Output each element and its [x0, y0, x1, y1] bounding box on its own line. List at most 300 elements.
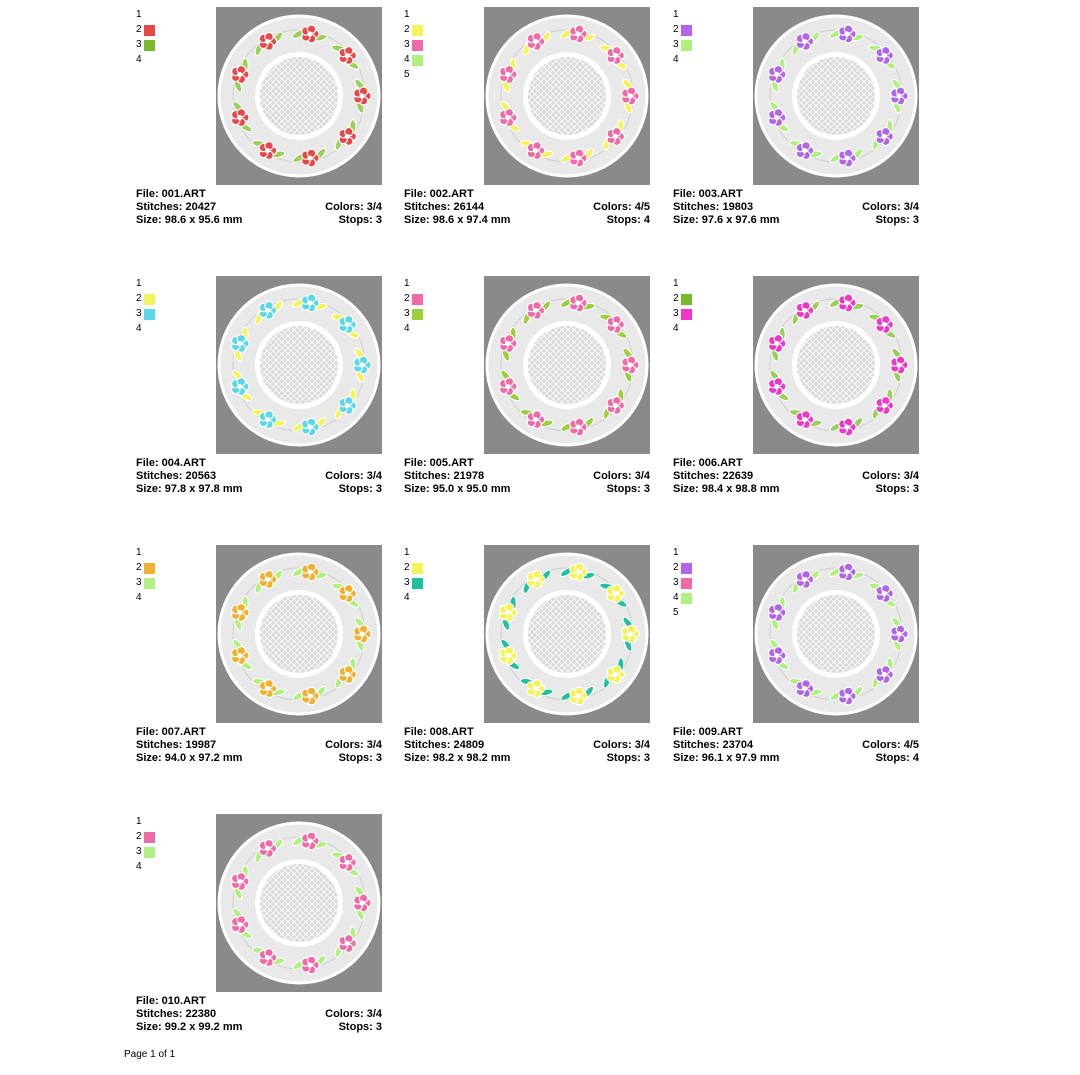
doily-thumbnail — [484, 7, 650, 185]
colors-value: 3/4 — [634, 739, 650, 751]
stops-info — [607, 214, 650, 227]
stops-value: 3 — [912, 483, 919, 495]
doily-thumbnail — [484, 545, 650, 723]
stops-info — [876, 483, 919, 496]
color-swatch-row — [673, 605, 713, 620]
stitches-label: Stitches: — [673, 201, 723, 213]
color-swatch-list — [136, 814, 176, 874]
color-swatch-row — [404, 291, 444, 306]
stitches-label: Stitches: — [136, 739, 186, 751]
file-name: 007.ART — [161, 726, 206, 738]
color-swatch — [412, 309, 423, 320]
stitches-value: 26144 — [453, 201, 485, 213]
color-swatch-list — [404, 7, 444, 82]
design-info — [673, 457, 919, 496]
file-name: 001.ART — [161, 188, 206, 200]
design-preview — [216, 7, 382, 185]
color-swatch-row — [136, 7, 176, 22]
stitches-value: 19803 — [722, 201, 754, 213]
file-name: 005.ART — [429, 457, 474, 469]
color-swatch — [412, 294, 423, 305]
design-preview — [216, 276, 382, 454]
color-swatch-row — [404, 37, 444, 52]
stops-label: Stops: — [875, 214, 913, 226]
design-preview — [484, 545, 650, 723]
color-swatch-list — [673, 7, 713, 67]
colors-value: 3/4 — [366, 470, 382, 482]
size-value: 97.8 x 97.8 mm — [164, 483, 243, 495]
color-index: 2 — [404, 293, 410, 304]
size-label: Size: — [136, 214, 165, 226]
color-swatch — [412, 40, 423, 51]
color-index: 2 — [136, 24, 142, 35]
color-swatch-list — [404, 545, 444, 605]
stitches-label: Stitches: — [673, 470, 723, 482]
stops-info — [607, 483, 650, 496]
design-info — [673, 188, 919, 227]
color-swatch — [681, 309, 692, 320]
design-info — [404, 188, 650, 227]
stitches-value: 20563 — [185, 470, 217, 482]
color-swatch-row — [404, 306, 444, 321]
stops-value: 4 — [912, 752, 919, 764]
colors-label: Colors: — [325, 1008, 367, 1020]
stitches-label: Stitches: — [404, 739, 454, 751]
color-swatch — [144, 40, 155, 51]
color-swatch — [144, 563, 155, 574]
stops-label: Stops: — [606, 214, 644, 226]
file-row — [404, 726, 650, 739]
color-swatch-row — [673, 306, 713, 321]
color-swatch-list — [136, 545, 176, 605]
color-index: 2 — [673, 562, 679, 573]
file-label: File: — [136, 188, 162, 200]
color-swatch-row — [673, 545, 713, 560]
stitches-row — [404, 470, 650, 483]
color-index: 4 — [136, 861, 142, 872]
color-swatch — [144, 294, 155, 305]
colors-label: Colors: — [325, 201, 367, 213]
color-swatch-row — [404, 590, 444, 605]
stitches-label: Stitches: — [404, 470, 454, 482]
color-index: 3 — [673, 577, 679, 588]
stops-label: Stops: — [338, 1021, 376, 1033]
color-index: 2 — [673, 24, 679, 35]
colors-label: Colors: — [862, 739, 904, 751]
design-info — [136, 726, 382, 765]
size-row — [673, 214, 919, 227]
color-index: 3 — [136, 308, 142, 319]
color-swatch-row — [404, 52, 444, 67]
color-swatch-row — [404, 560, 444, 575]
size-row — [673, 483, 919, 496]
colors-label: Colors: — [593, 470, 635, 482]
color-index: 2 — [404, 24, 410, 35]
color-swatch — [144, 25, 155, 36]
stops-info — [339, 483, 382, 496]
color-index: 4 — [136, 323, 142, 334]
color-swatch — [681, 25, 692, 36]
stops-info — [339, 1021, 382, 1034]
color-index: 2 — [136, 831, 142, 842]
size-row — [404, 214, 650, 227]
size-value: 96.1 x 97.9 mm — [701, 752, 780, 764]
color-swatch — [681, 40, 692, 51]
colors-info — [862, 739, 919, 752]
file-label: File: — [673, 188, 699, 200]
color-index: 2 — [136, 562, 142, 573]
stops-info — [876, 752, 919, 765]
doily-thumbnail — [753, 545, 919, 723]
design-preview — [484, 7, 650, 185]
color-swatch-row — [404, 276, 444, 291]
color-swatch-row — [673, 37, 713, 52]
color-swatch-row — [136, 560, 176, 575]
stops-value: 3 — [643, 752, 650, 764]
stitches-row — [404, 739, 650, 752]
design-info — [673, 726, 919, 765]
design-card — [673, 7, 920, 237]
color-swatch-row — [673, 276, 713, 291]
colors-label: Colors: — [325, 470, 367, 482]
file-row — [136, 995, 382, 1008]
color-swatch-list — [136, 276, 176, 336]
color-swatch-row — [136, 829, 176, 844]
stitches-label: Stitches: — [673, 739, 723, 751]
colors-info — [325, 201, 382, 214]
size-value: 98.6 x 95.6 mm — [164, 214, 243, 226]
colors-label: Colors: — [862, 470, 904, 482]
design-preview — [753, 545, 919, 723]
stitches-value: 22380 — [185, 1008, 217, 1020]
color-swatch-row — [404, 321, 444, 336]
size-label: Size: — [673, 483, 702, 495]
colors-info — [593, 470, 650, 483]
color-index: 4 — [673, 592, 679, 603]
color-swatch-list — [404, 276, 444, 336]
file-label: File: — [673, 457, 699, 469]
colors-value: 3/4 — [366, 739, 382, 751]
color-swatch — [144, 309, 155, 320]
size-value: 94.0 x 97.2 mm — [164, 752, 243, 764]
file-label: File: — [673, 726, 699, 738]
file-name: 003.ART — [698, 188, 743, 200]
size-value: 95.0 x 95.0 mm — [432, 483, 511, 495]
color-index: 4 — [404, 54, 410, 65]
file-row — [136, 457, 382, 470]
file-name: 006.ART — [698, 457, 743, 469]
file-name: 010.ART — [161, 995, 206, 1007]
colors-value: 3/4 — [903, 470, 919, 482]
color-index: 3 — [404, 577, 410, 588]
color-swatch-row — [673, 321, 713, 336]
doily-thumbnail — [216, 545, 382, 723]
color-index: 1 — [404, 547, 410, 558]
color-swatch — [144, 578, 155, 589]
stitches-label: Stitches: — [404, 201, 454, 213]
stitches-row — [136, 1008, 382, 1021]
stops-label: Stops: — [338, 752, 376, 764]
stitches-label: Stitches: — [136, 201, 186, 213]
color-swatch-row — [136, 545, 176, 560]
stitches-row — [404, 201, 650, 214]
color-swatch-row — [673, 560, 713, 575]
stops-label: Stops: — [338, 214, 376, 226]
color-swatch-row — [404, 67, 444, 82]
color-index: 1 — [136, 816, 142, 827]
design-card — [136, 814, 383, 1044]
design-card — [673, 545, 920, 775]
stitches-value: 24809 — [453, 739, 485, 751]
design-card — [673, 276, 920, 506]
design-preview — [484, 276, 650, 454]
stops-value: 4 — [643, 214, 650, 226]
stitches-value: 22639 — [722, 470, 754, 482]
size-value: 98.6 x 97.4 mm — [432, 214, 511, 226]
doily-thumbnail — [753, 7, 919, 185]
color-swatch-row — [136, 844, 176, 859]
color-swatch-list — [673, 276, 713, 336]
design-info — [136, 995, 382, 1034]
colors-info — [325, 1008, 382, 1021]
file-row — [404, 188, 650, 201]
stops-label: Stops: — [606, 752, 644, 764]
file-name: 002.ART — [429, 188, 474, 200]
color-index: 3 — [404, 39, 410, 50]
size-row — [404, 752, 650, 765]
design-preview — [753, 7, 919, 185]
colors-value: 3/4 — [634, 470, 650, 482]
colors-info — [862, 470, 919, 483]
file-name: 004.ART — [161, 457, 206, 469]
design-card — [404, 545, 651, 775]
size-row — [673, 752, 919, 765]
color-index: 1 — [136, 9, 142, 20]
colors-info — [325, 470, 382, 483]
stops-label: Stops: — [875, 752, 913, 764]
color-swatch-list — [136, 7, 176, 67]
color-index: 1 — [673, 9, 679, 20]
design-info — [136, 457, 382, 496]
size-label: Size: — [673, 214, 702, 226]
color-index: 1 — [673, 547, 679, 558]
size-label: Size: — [136, 483, 165, 495]
design-card — [136, 545, 383, 775]
color-index: 2 — [404, 562, 410, 573]
stops-info — [339, 214, 382, 227]
color-swatch-row — [136, 291, 176, 306]
color-index: 4 — [404, 323, 410, 334]
design-card — [136, 7, 383, 237]
colors-info — [862, 201, 919, 214]
stops-label: Stops: — [338, 483, 376, 495]
color-swatch-row — [136, 37, 176, 52]
size-label: Size: — [404, 752, 433, 764]
color-index: 3 — [136, 577, 142, 588]
stitches-label: Stitches: — [136, 1008, 186, 1020]
colors-value: 3/4 — [903, 201, 919, 213]
color-index: 4 — [136, 54, 142, 65]
colors-label: Colors: — [593, 201, 635, 213]
page-footer: Page 1 of 1 — [124, 1049, 176, 1060]
design-card — [404, 7, 651, 237]
colors-value: 4/5 — [634, 201, 650, 213]
color-swatch-row — [673, 575, 713, 590]
stitches-label: Stitches: — [136, 470, 186, 482]
color-index: 5 — [404, 69, 410, 80]
color-swatch — [144, 847, 155, 858]
color-swatch — [681, 578, 692, 589]
color-swatch-row — [136, 52, 176, 67]
stitches-value: 19987 — [185, 739, 217, 751]
color-swatch — [681, 563, 692, 574]
doily-thumbnail — [484, 276, 650, 454]
file-label: File: — [404, 726, 430, 738]
size-label: Size: — [404, 483, 433, 495]
color-swatch — [412, 563, 423, 574]
design-info — [404, 457, 650, 496]
color-index: 1 — [404, 278, 410, 289]
size-label: Size: — [136, 1021, 165, 1033]
color-index: 4 — [404, 592, 410, 603]
stitches-row — [673, 470, 919, 483]
file-label: File: — [404, 188, 430, 200]
design-card — [136, 276, 383, 506]
file-label: File: — [404, 457, 430, 469]
design-info — [136, 188, 382, 227]
colors-value: 4/5 — [903, 739, 919, 751]
size-label: Size: — [404, 214, 433, 226]
color-swatch — [144, 832, 155, 843]
stops-info — [607, 752, 650, 765]
color-swatch-row — [673, 590, 713, 605]
design-info — [404, 726, 650, 765]
color-swatch-row — [404, 22, 444, 37]
color-swatch — [681, 294, 692, 305]
size-value: 98.2 x 98.2 mm — [432, 752, 511, 764]
color-swatch — [412, 578, 423, 589]
color-swatch-row — [136, 814, 176, 829]
size-row — [136, 1021, 382, 1034]
stops-value: 3 — [912, 214, 919, 226]
size-value: 97.6 x 97.6 mm — [701, 214, 780, 226]
color-swatch-row — [136, 22, 176, 37]
design-preview — [753, 276, 919, 454]
colors-label: Colors: — [862, 201, 904, 213]
colors-value: 3/4 — [366, 201, 382, 213]
stitches-value: 20427 — [185, 201, 217, 213]
color-swatch-row — [673, 22, 713, 37]
colors-label: Colors: — [593, 739, 635, 751]
color-index: 1 — [136, 278, 142, 289]
file-label: File: — [136, 457, 162, 469]
stitches-row — [136, 470, 382, 483]
colors-info — [593, 201, 650, 214]
design-preview — [216, 814, 382, 992]
file-name: 008.ART — [429, 726, 474, 738]
colors-info — [325, 739, 382, 752]
stitches-row — [136, 739, 382, 752]
stops-value: 3 — [643, 483, 650, 495]
color-swatch-row — [404, 575, 444, 590]
color-index: 2 — [136, 293, 142, 304]
file-name: 009.ART — [698, 726, 743, 738]
size-row — [136, 214, 382, 227]
color-swatch-list — [673, 545, 713, 620]
file-row — [673, 188, 919, 201]
color-index: 1 — [404, 9, 410, 20]
color-index: 4 — [673, 54, 679, 65]
file-row — [673, 457, 919, 470]
stops-value: 3 — [375, 214, 382, 226]
color-index: 5 — [673, 607, 679, 618]
doily-thumbnail — [216, 814, 382, 992]
color-index: 3 — [673, 308, 679, 319]
size-value: 98.4 x 98.8 mm — [701, 483, 780, 495]
color-swatch-row — [136, 321, 176, 336]
design-preview — [216, 545, 382, 723]
color-index: 1 — [136, 547, 142, 558]
color-swatch — [681, 593, 692, 604]
stitches-row — [136, 201, 382, 214]
color-index: 1 — [673, 278, 679, 289]
colors-value: 3/4 — [366, 1008, 382, 1020]
file-row — [673, 726, 919, 739]
doily-thumbnail — [753, 276, 919, 454]
color-index: 3 — [673, 39, 679, 50]
color-swatch-row — [136, 859, 176, 874]
stitches-value: 21978 — [453, 470, 485, 482]
size-label: Size: — [136, 752, 165, 764]
color-swatch-row — [673, 52, 713, 67]
stitches-value: 23704 — [722, 739, 754, 751]
color-swatch-row — [136, 306, 176, 321]
color-swatch-row — [404, 7, 444, 22]
stops-value: 3 — [375, 752, 382, 764]
file-row — [136, 188, 382, 201]
file-label: File: — [136, 726, 162, 738]
color-index: 3 — [136, 39, 142, 50]
color-index: 4 — [136, 592, 142, 603]
stops-info — [876, 214, 919, 227]
stops-label: Stops: — [875, 483, 913, 495]
color-swatch — [412, 25, 423, 36]
color-index: 4 — [673, 323, 679, 334]
color-swatch — [412, 55, 423, 66]
color-swatch-row — [136, 575, 176, 590]
colors-info — [593, 739, 650, 752]
stitches-row — [673, 739, 919, 752]
size-row — [136, 483, 382, 496]
color-swatch-row — [673, 7, 713, 22]
doily-thumbnail — [216, 276, 382, 454]
stops-info — [339, 752, 382, 765]
file-row — [404, 457, 650, 470]
color-swatch-row — [404, 545, 444, 560]
color-index: 3 — [136, 846, 142, 857]
size-value: 99.2 x 99.2 mm — [164, 1021, 243, 1033]
stops-value: 3 — [375, 483, 382, 495]
color-index: 2 — [673, 293, 679, 304]
stitches-row — [673, 201, 919, 214]
colors-label: Colors: — [325, 739, 367, 751]
stops-label: Stops: — [606, 483, 644, 495]
stops-value: 3 — [375, 1021, 382, 1033]
size-label: Size: — [673, 752, 702, 764]
file-row — [136, 726, 382, 739]
color-index: 3 — [404, 308, 410, 319]
doily-thumbnail — [216, 7, 382, 185]
